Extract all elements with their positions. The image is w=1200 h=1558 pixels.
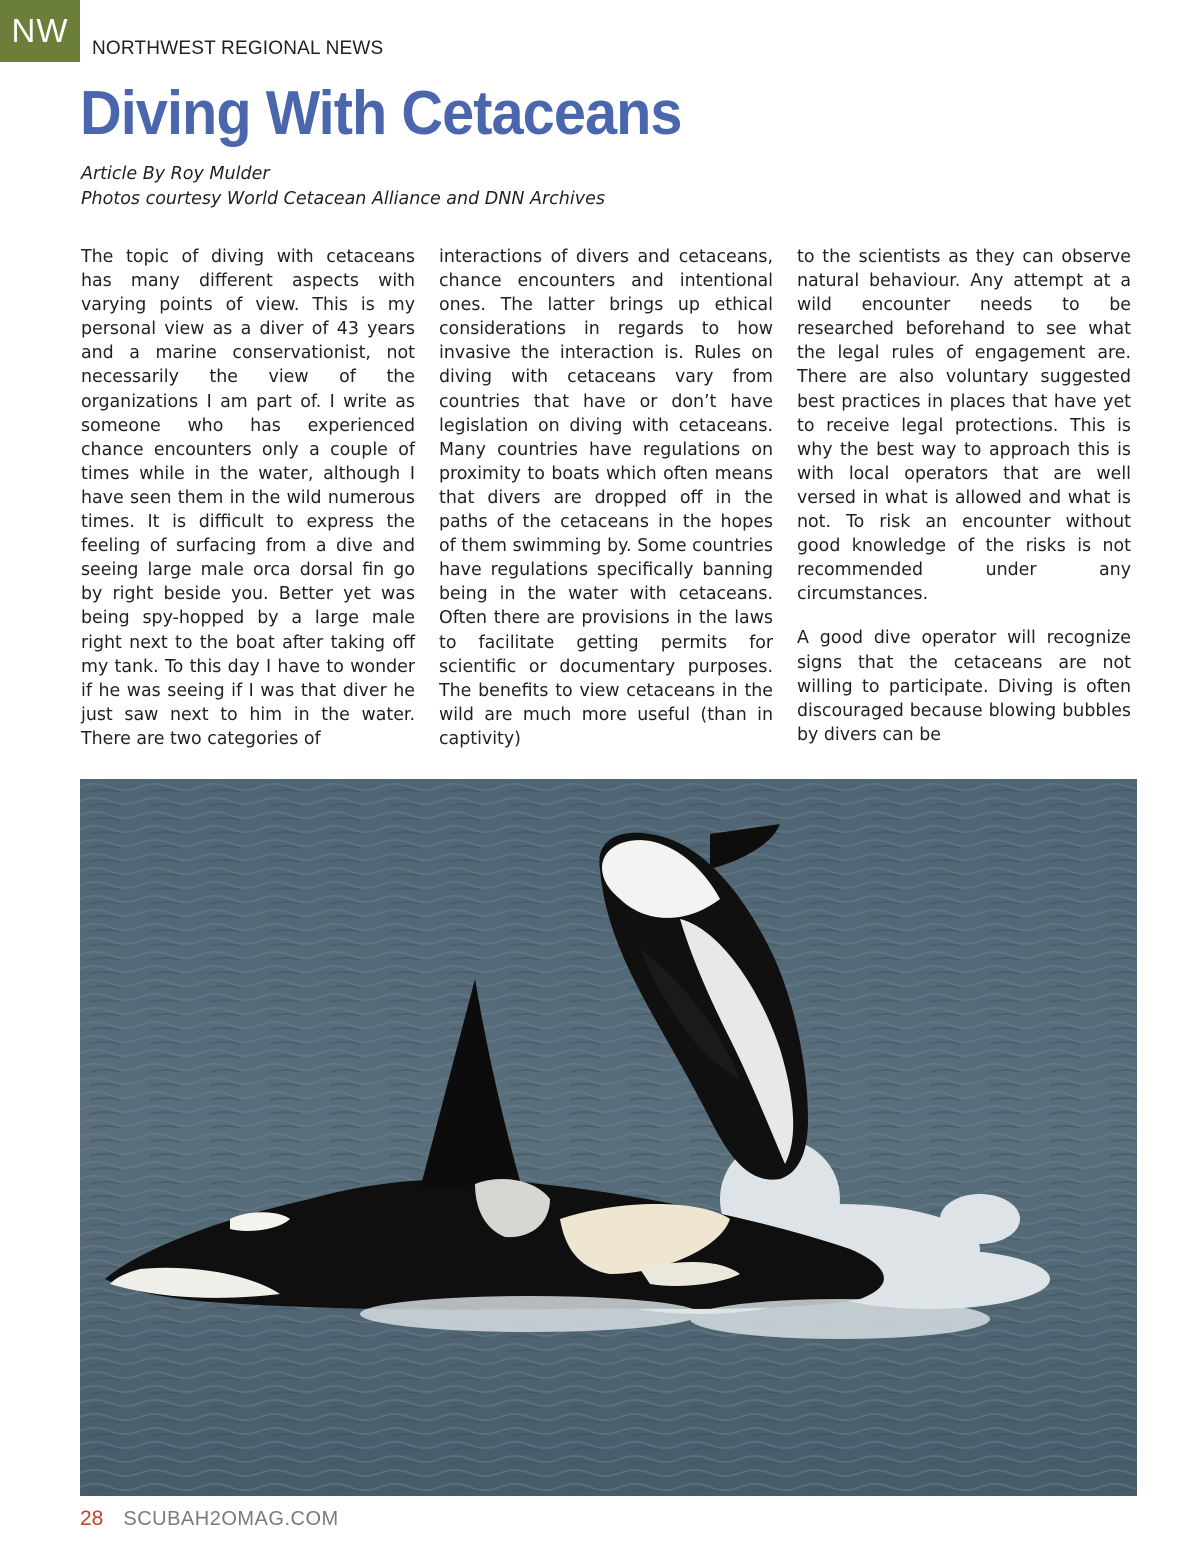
- page-number: 28: [80, 1507, 104, 1530]
- article-title: Diving With Cetaceans: [80, 79, 682, 148]
- article-column-2: [439, 245, 773, 751]
- author-byline: Article By Roy Mulder: [81, 164, 270, 184]
- article-column-3: [797, 245, 1131, 747]
- region-badge: NW: [0, 0, 80, 62]
- column-2-text: interactions of divers and cetaceans, chance encounters and intentional ones. The latter brings up ethical considerations in regards to how invasive the interaction is. Rules on diving with cetaceans vary from countries that have or don’t have legislation on diving with cetaceans. Many countries have regulations on proximity to boats which often means that divers are dropped off in the paths of the cetaceans in the hopes of them swimming by. Some countries have regulations specifically banning being in the water with cetaceans. Often there are provisions in the laws to facilitate getting permits for scientific or documentary purposes. The benefits to view cetaceans in the wild are much more useful (than in captivity): [439, 247, 773, 749]
- column-1-text: The topic of diving with cetaceans has many different aspects with varying points of view. This is my personal view as a diver of 43 years and a marine conservationist, not necessarily the view of the organizations I am part of. I write as someone who has experienced chance encounters only a couple of times while in the water, although I have seen them in the wild numerous times. It is difficult to express the feeling of surfacing from a dive and seeing large male orca dorsal fin go by right beside you. Better yet was being spy-hopped by a large male right next to the boat after taking off my tank. To this day I have to wonder if he was seeing if I was that diver he just saw next to him in the water. There are two categories of: [81, 247, 415, 749]
- byline-block: [81, 162, 605, 212]
- column-3-paragraph-2: A good dive operator will recognize signs that the cetaceans are not willing to participate. Diving is often discouraged because blowing bubbles by divers can be: [797, 628, 1131, 745]
- column-3-paragraph-1: to the scientists as they can observe natural behaviour. Any attempt at a wild encounter needs to be researched beforehand to see what the legal rules of engagement are. There are also voluntary suggested best practices in places that have yet to receive legal protections. This is why the best way to approach this is with local operators that are well versed in what is allowed and what is not. To risk an encounter without good knowledge of the risks is not recommended under any circumstances.: [797, 247, 1131, 605]
- section-label: NORTHWEST REGIONAL NEWS: [92, 38, 384, 59]
- page-footer: [80, 1507, 339, 1531]
- orca-photo: [80, 779, 1137, 1496]
- site-url: SCUBAH2OMAG.COM: [123, 1508, 339, 1530]
- article-column-1: [81, 245, 415, 751]
- orca-photo-illustration: [80, 779, 1137, 1496]
- photo-credits: Photos courtesy World Cetacean Alliance and DNN Archives: [81, 189, 605, 209]
